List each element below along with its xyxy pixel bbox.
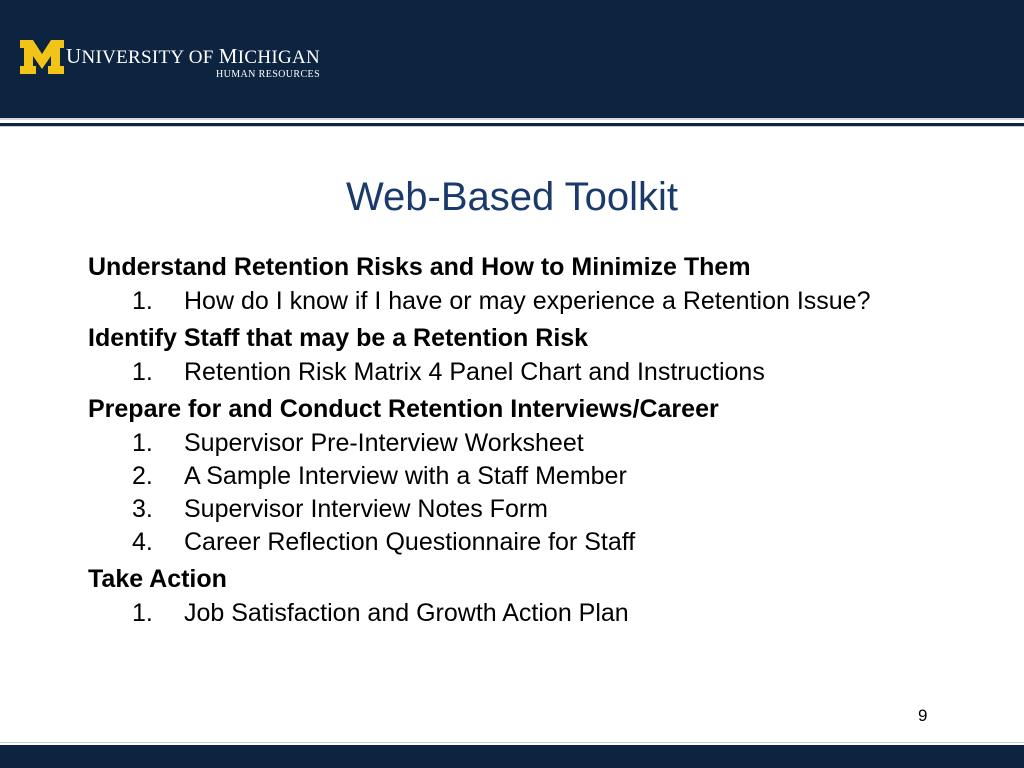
footer-band	[0, 745, 1024, 768]
block-m-logo	[20, 40, 64, 74]
list-item-text: How do I know if I have or may experience a Retention Issue?	[184, 287, 871, 315]
list-item	[88, 359, 968, 386]
slide-title: Web-Based Toolkit	[345, 175, 679, 219]
list-item	[88, 430, 968, 457]
logo-wordmark	[66, 46, 320, 81]
list-item	[88, 463, 968, 490]
logo-cap-m: M	[218, 44, 238, 68]
footer-divider	[0, 742, 1024, 743]
list-item-number: 1.	[132, 429, 153, 457]
logo-text-part: NIVERSITY OF	[81, 47, 219, 68]
section-heading: Identify Staff that may be a Retention Risk	[88, 324, 589, 352]
list-item	[88, 496, 968, 523]
logo-university-name	[66, 46, 320, 68]
list-item	[88, 288, 968, 315]
list-item-number: 1.	[132, 599, 153, 627]
list-item-number: 3.	[132, 495, 153, 523]
logo-department-name: HUMAN RESOURCES	[215, 69, 321, 80]
list-item-text: Job Satisfaction and Growth Action Plan	[184, 599, 629, 627]
list-item-text: A Sample Interview with a Staff Member	[184, 462, 627, 490]
section-heading: Prepare for and Conduct Retention Interviews/Career	[88, 395, 719, 423]
header-divider	[0, 126, 1024, 127]
university-logo	[20, 40, 320, 80]
list-item-text: Supervisor Interview Notes Form	[184, 495, 549, 523]
list-item	[88, 600, 968, 627]
slide-content	[88, 250, 968, 633]
page-number: 9	[918, 706, 928, 725]
list-item-number: 1.	[132, 287, 153, 315]
logo-cap-u: U	[66, 44, 82, 68]
list-item-number: 4.	[132, 528, 153, 556]
list-item	[88, 529, 968, 556]
list-item-number: 1.	[132, 358, 153, 386]
list-item-number: 2.	[132, 462, 153, 490]
section-heading: Take Action	[88, 565, 227, 593]
header-divider	[0, 118, 1024, 120]
list-item-text: Career Reflection Questionnaire for Staff	[184, 528, 636, 556]
list-item-text: Supervisor Pre-Interview Worksheet	[184, 429, 584, 457]
logo-text-part: ICHIGAN	[237, 47, 321, 68]
section-heading: Understand Retention Risks and How to Minimize Them	[88, 253, 751, 281]
list-item-text: Retention Risk Matrix 4 Panel Chart and Instructions	[184, 358, 765, 386]
